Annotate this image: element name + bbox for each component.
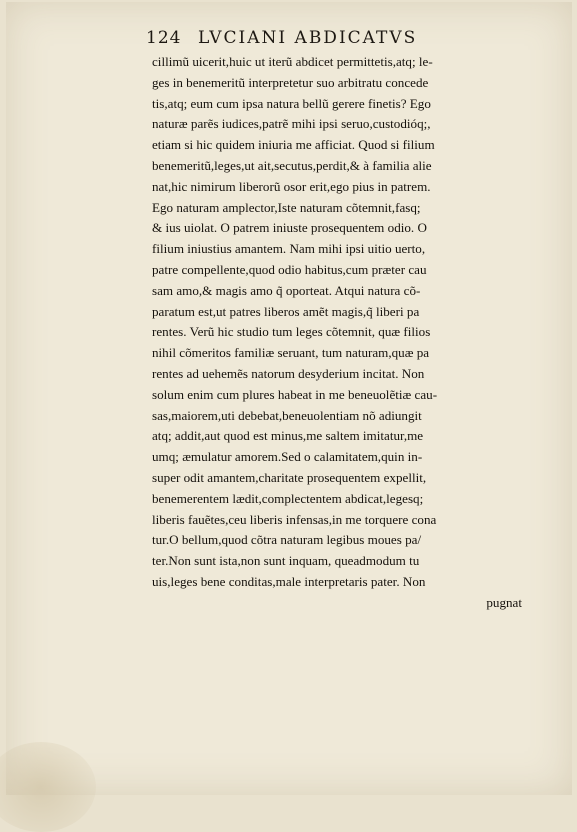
book-page bbox=[6, 2, 572, 795]
text-line: rentes. Verũ hic studio tum leges cõtemnit, quæ filios bbox=[152, 324, 431, 340]
catchword: pugnat bbox=[486, 594, 522, 610]
text-line: sam amo,& magis amo q̃ oporteat. Atqui natura cõ- bbox=[152, 282, 421, 298]
text-line: ter.Non sunt ista,non sunt inquam, queadmodum tu bbox=[152, 553, 420, 569]
text-line: filium iniustius amantem. Nam mihi ipsi uitio uerto, bbox=[152, 241, 426, 257]
page-stain bbox=[0, 742, 96, 832]
text-line: patre compellente,quod odio habitus,cum præter cau bbox=[152, 261, 427, 277]
text-line: super odit amantem,charitate prosequentem expellit, bbox=[152, 469, 427, 485]
text-line: nihil cõmeritos familiæ seruant, tum naturam,quæ pa bbox=[152, 345, 430, 361]
text-line: atq; addit,aut quod est minus,me saltem imitatur,me bbox=[152, 428, 424, 444]
text-line: tis,atq; eum cum ipsa natura bellũ gerere finetis? Ego bbox=[152, 95, 431, 111]
text-line: etiam si hic quidem iniuria me afficiat. Quod si filium bbox=[152, 137, 435, 153]
text-line: nat,hic nimirum liberorũ osor erit,ego pius in patrem. bbox=[152, 178, 431, 194]
text-line: Ego naturam amplector,Iste naturam cõtemnit,fasq; bbox=[152, 199, 421, 215]
text-line: rentes ad uehemẽs natorum desyderium incitat. Non bbox=[152, 365, 425, 381]
text-line: solum enim cum plures habeat in me beneuolẽtiæ cau- bbox=[152, 386, 438, 402]
text-line: cillimũ uicerit,huic ut iterũ abdicet permittetis,atq; le- bbox=[152, 54, 433, 69]
text-line: benemeritũ,leges,ut ait,secutus,perdit,& à familia alie bbox=[152, 157, 432, 173]
running-title: LVCIANI ABDICATVS bbox=[198, 28, 418, 48]
text-line: naturæ parẽs iudices,patrẽ mihi ipsi seruo,custodióq;, bbox=[152, 116, 431, 132]
text-line: uis,leges bene conditas,male interpretaris pater. Non bbox=[152, 573, 426, 589]
text-line: paratum est,ut patres liberos amẽt magis,q̃ liberi pa bbox=[152, 303, 420, 319]
body-text bbox=[152, 52, 522, 614]
text-line: ges in benemeritũ interpretetur suo arbitratu concede bbox=[152, 74, 429, 90]
text-line: umq; æmulatur amorem.Sed o calamitatem,quin in- bbox=[152, 449, 423, 465]
text-line: liberis fauẽtes,ceu liberis infensas,in me torquere cona bbox=[152, 511, 437, 527]
text-line: & ius uiolat. O patrem iniuste prosequentem odio. O bbox=[152, 220, 427, 236]
page-number: 124 bbox=[146, 28, 182, 48]
text-line: tur.O bellum,quod cõtra naturam legibus moues pa/ bbox=[152, 532, 422, 548]
text-line: sas,maiorem,uti debebat,beneuolentiam nõ adiungit bbox=[152, 407, 422, 423]
page-header bbox=[146, 28, 526, 50]
text-line: benemerentem lædit,complectentem abdicat,legesq; bbox=[152, 490, 424, 506]
